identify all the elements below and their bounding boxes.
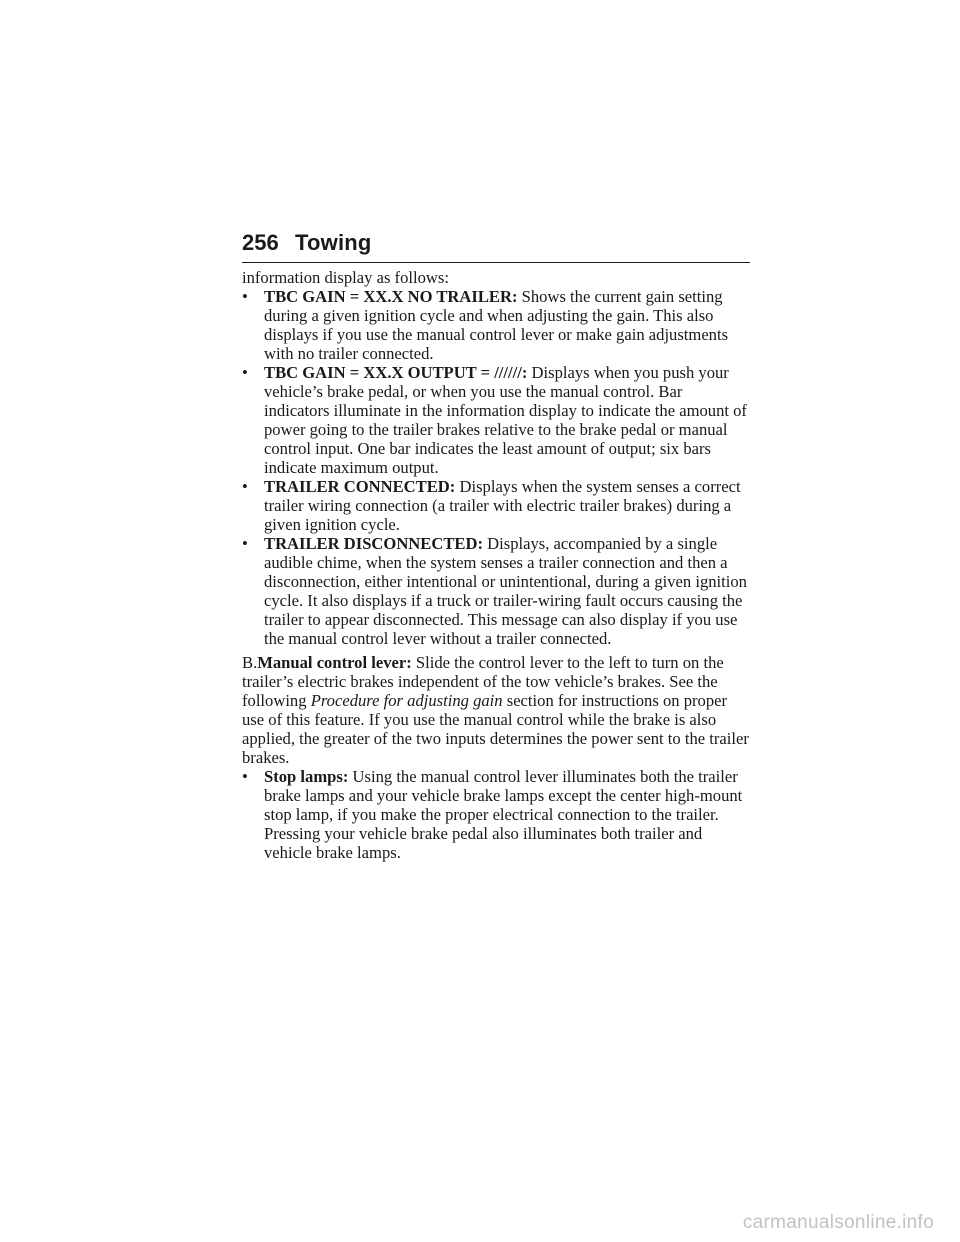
bullet-dot: •: [242, 287, 248, 306]
bullet-text: Displays, accompanied by a single audible chime, when the system senses a trailer connection and then a disconnection, either intentional or unintentional, during a given ignition cycle. It also displays if a truck or trailer-wiring fault occurs causing the trailer to appear disconnected. This message can also display if you use the manual control lever without a trailer connected.: [264, 534, 747, 648]
bullet-dot: •: [242, 477, 248, 496]
bullet-term: Stop lamps:: [264, 767, 349, 786]
section-title: Towing: [295, 230, 372, 255]
site-watermark: carmanualsonline.info: [742, 1212, 934, 1233]
bullet-tbc-gain-no-trailer: [242, 287, 750, 363]
bullet-term: TRAILER DISCONNECTED:: [264, 534, 483, 553]
bullet-dot: •: [242, 534, 248, 553]
bullet-tbc-gain-output: [242, 363, 750, 477]
bullet-text: Shows the current gain setting during a given ignition cycle and when adjusting the gain. This also displays if you use the manual control lever or make gain adjustments with no trailer connected.: [264, 287, 729, 363]
bullet-term: TRAILER CONNECTED:: [264, 477, 456, 496]
section-b-text-2: section for instructions on proper use of this feature. If you use the manual control while the brake is also applied, the greater of the two inputs determines the power sent to the trailer brakes.: [242, 691, 749, 767]
page-header: [242, 226, 750, 263]
procedure-reference: Procedure for adjusting gain: [310, 691, 503, 710]
bullet-trailer-connected: [242, 477, 750, 534]
page-number: 256: [242, 230, 279, 255]
body-text: [242, 268, 750, 862]
bullet-dot: •: [242, 767, 248, 786]
bullet-trailer-disconnected: [242, 534, 750, 648]
section-b-term: Manual control lever:: [257, 653, 412, 672]
section-b-prefix: B.: [242, 653, 258, 672]
bullet-text: Using the manual control lever illuminates both the trailer brake lamps and your vehicle brake lamps except the center high-mount stop lamp, if you make the proper electrical connection to the trailer. Pressing your vehicle brake pedal also illuminates both trailer and vehicle brake lamps.: [264, 767, 743, 862]
section-b-paragraph: [242, 653, 750, 767]
bullet-term: TBC GAIN = XX.X NO TRAILER:: [264, 287, 518, 306]
bullet-text: Displays when the system senses a correct trailer wiring connection (a trailer with electric trailer brakes) during a given ignition cycle.: [264, 477, 741, 534]
bullet-term: TBC GAIN = XX.X OUTPUT = //////:: [264, 363, 528, 382]
bullet-stop-lamps: [242, 767, 750, 862]
bullet-text: Displays when you push your vehicle’s brake pedal, or when you use the manual control. Bar indicators illuminate in the information display to indicate the amount of power going to the trailer brakes relative to the brake pedal or manual control input. One bar indicates the least amount of output; six bars indicate maximum output.: [264, 363, 747, 477]
section-b-text-1: Slide the control lever to the left to turn on the trailer’s electric brakes independent of the tow vehicle’s brakes. See the following: [242, 653, 724, 710]
bullet-dot: •: [242, 363, 248, 382]
intro-line: information display as follows:: [242, 268, 449, 287]
